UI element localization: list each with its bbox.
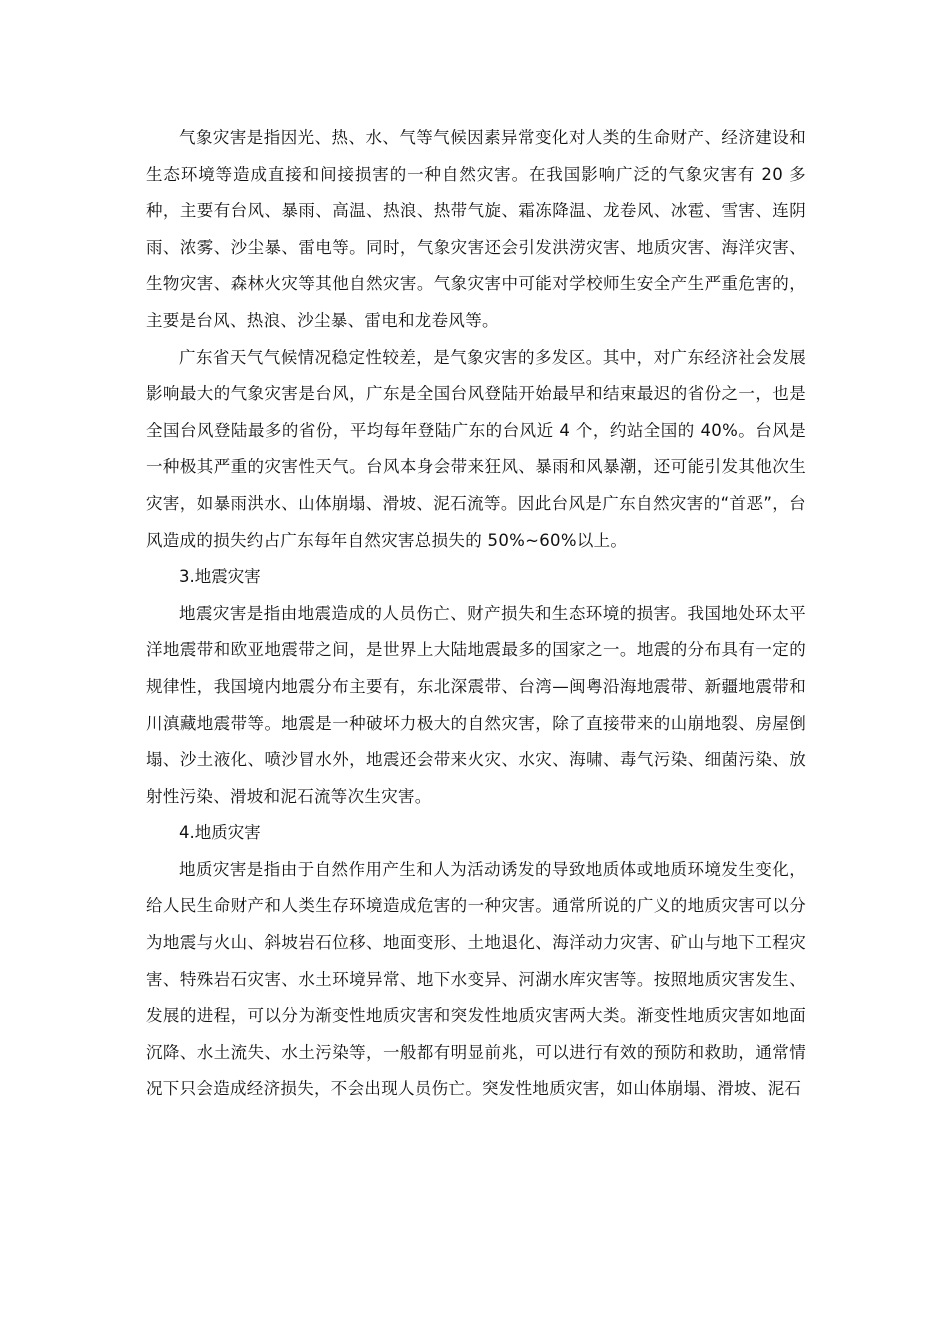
paragraph-guangdong-typhoons: 广东省天气气候情况稳定性较差，是气象灾害的多发区。其中，对广东经济社会发展影响最大的气象灾害是台风，广东是全国台风登陆开始最早和结束最迟的省份之一，也是全国台风登陆最多的省份，平均每年登陆广东的台风近 4 个，约站全国的 40%。台风是一种极其严重的灾害性天气。台风本身会带来狂风、暴雨和风暴潮，还可能引发其他次生灾害，如暴雨洪水、山体崩塌、滑坡、泥石流等。因此台风是广东自然灾害的“首恶”，台风造成的损失约占广东每年自然灾害总损失的 50%~60%以上。: [146, 347, 806, 550]
paragraph-geological-disasters: 地质灾害是指由于自然作用产生和人为活动诱发的导致地质体或地质环境发生变化，给人民生命财产和人类生存环境造成危害的一种灾害。通常所说的广义的地质灾害可以分为地震与火山、斜坡岩石位移、地面变形、土地退化、海洋动力灾害、矿山与地下工程灾害、特殊岩石灾害、水土环境异常、地下水变异、河湖水库灾害等。按照地质灾害发生、发展的进程，可以分为渐变性地质灾害和突发性地质灾害两大类。渐变性地质灾害如地面沉降、水土流失、水土污染等，一般都有明显前兆，可以进行有效的预防和救助，通常情况下只会造成经济损失，不会出现人员伤亡。突发性地质灾害，如山体崩塌、滑坡、泥石: [146, 859, 806, 1099]
heading-earthquake-disasters: 3.地震灾害: [179, 567, 261, 587]
paragraph-meteorological-disasters: 气象灾害是指因光、热、水、气等气候因素异常变化对人类的生命财产、经济建设和生态环境等造成直接和间接损害的一种自然灾害。在我国影响广泛的气象灾害有 20 多种，主要有台风、暴雨、高温、热浪、热带气旋、霜冻降温、龙卷风、冰雹、雪害、连阴雨、浓雾、沙尘暴、雷电等。同时，气象灾害还会引发洪涝灾害、地质灾害、海洋灾害、生物灾害、森林火灾等其他自然灾害。气象灾害中可能对学校师生安全产生严重危害的，主要是台风、热浪、沙尘暴、雷电和龙卷风等。: [146, 128, 806, 330]
document-page: [146, 120, 806, 1108]
heading-geological-disasters: 4.地质灾害: [179, 823, 261, 843]
paragraph-earthquake-disasters: 地震灾害是指由地震造成的人员伤亡、财产损失和生态环境的损害。我国地处环太平洋地震带和欧亚地震带之间，是世界上大陆地震最多的国家之一。地震的分布具有一定的规律性，我国境内地震分布主要有，东北深震带、台湾—闽粤沿海地震带、新疆地震带和川滇藏地震带等。地震是一种破坏力极大的自然灾害，除了直接带来的山崩地裂、房屋倒塌、沙土液化、喷沙冒水外，地震还会带来火灾、水灾、海啸、毒气污染、细菌污染、放射性污染、滑坡和泥石流等次生灾害。: [146, 603, 806, 806]
